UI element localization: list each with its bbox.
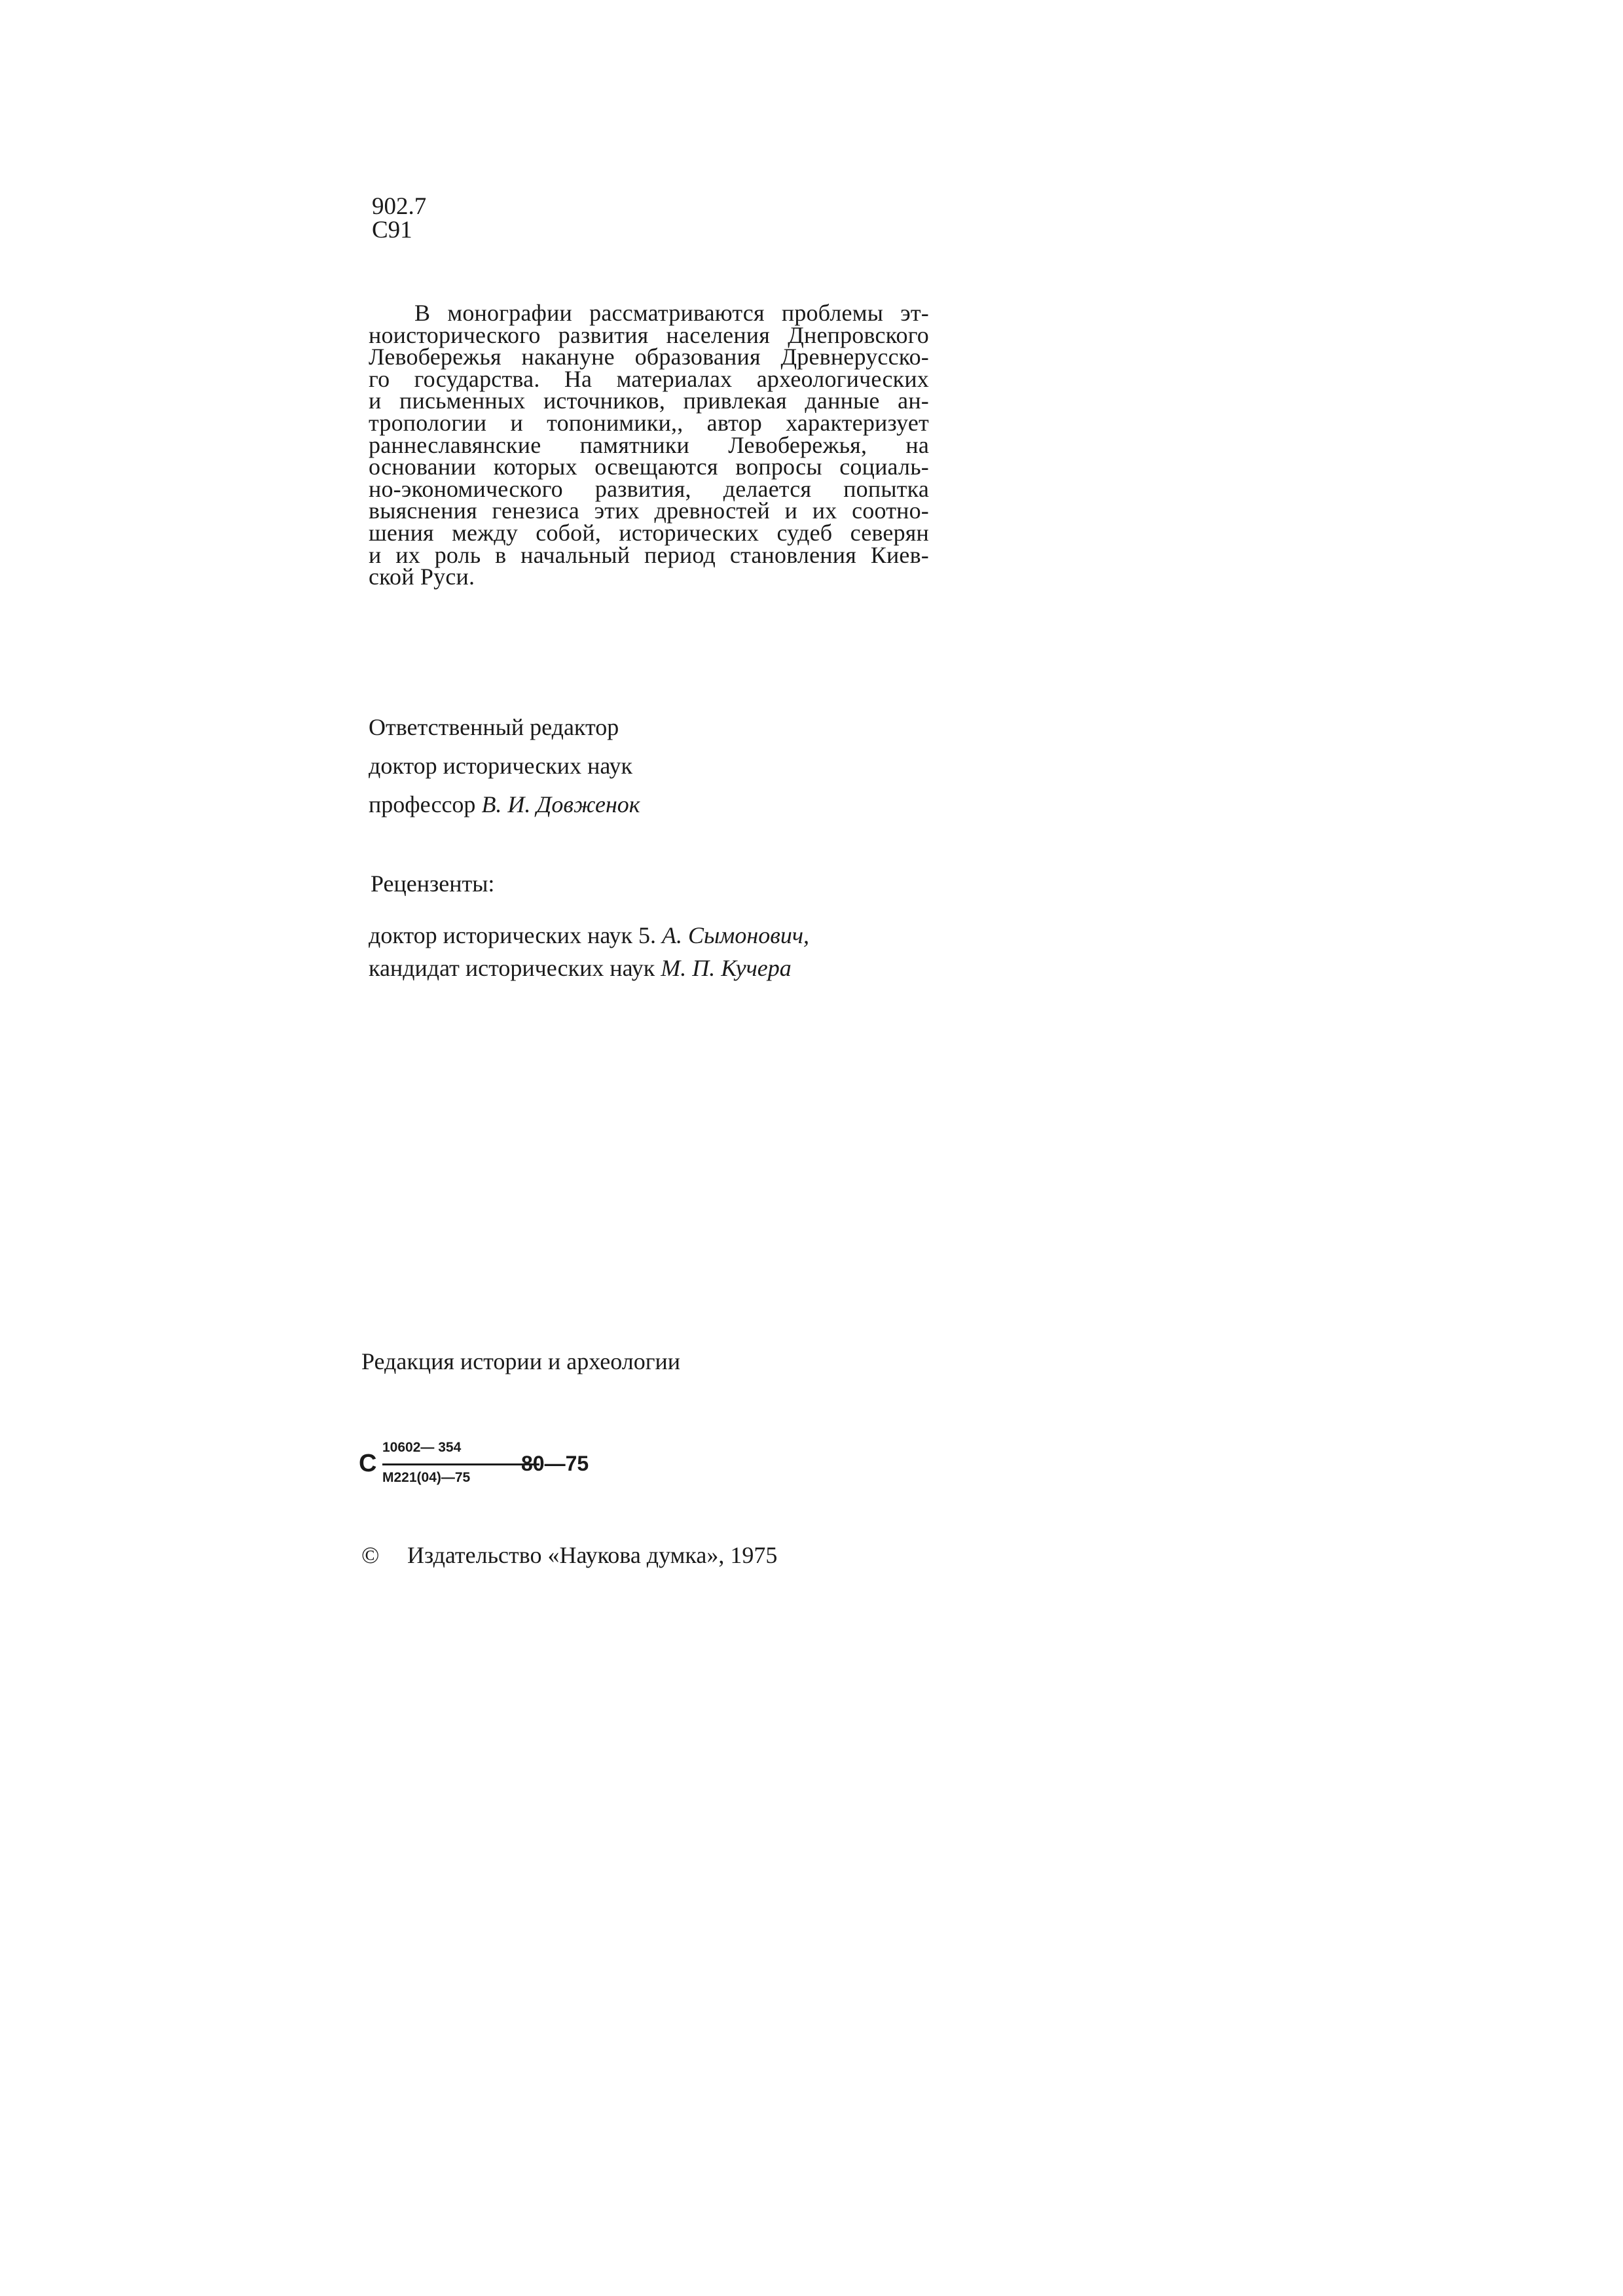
- abstract-line: шения между собой, исторических судеб северян: [369, 519, 929, 546]
- reviewer-item: [369, 919, 809, 952]
- udc-index: С91: [372, 217, 412, 243]
- editor-name: В. И. Довженок: [481, 791, 640, 817]
- reviewers-label: Рецензенты:: [371, 870, 495, 897]
- abstract-line: раннеславянские памятники Левобережья, на: [369, 431, 929, 458]
- abstract-line: и их роль в начальный период становления Киев-: [369, 541, 929, 568]
- reviewer-name: М. П. Кучера: [661, 955, 792, 981]
- abstract-line: но-экономического развития, делается попытка: [369, 475, 929, 502]
- index-letter: С: [359, 1450, 377, 1477]
- udc-code: 902.7: [372, 193, 427, 220]
- copyright-text: Издательство «Наукова думка», 1975: [407, 1542, 778, 1568]
- index-denominator: М221(04)—75: [382, 1470, 471, 1485]
- editor-title: профессор: [369, 791, 476, 817]
- reviewer-name: А. Сымонович,: [661, 922, 810, 948]
- udc-classification: [372, 195, 426, 242]
- editor-degree: доктор исторических наук: [369, 753, 632, 779]
- copyright-symbol: ©: [361, 1542, 380, 1568]
- publication-index-code: [359, 1440, 634, 1492]
- abstract-line: Левобережья накануне образования Древнерусско-: [369, 344, 929, 370]
- reviewer-item: [369, 952, 809, 984]
- responsible-editor: [369, 708, 640, 824]
- abstract-line: го государства. На материалах археологических: [369, 365, 929, 392]
- abstract-line: тропологии и топонимики,, автор характеризует: [369, 409, 929, 436]
- reviewers-list: [369, 919, 809, 984]
- abstract-line: ской Руси.: [369, 564, 475, 590]
- reviewer-degree: доктор исторических наук 5.: [369, 922, 656, 948]
- index-tail: 80—75: [521, 1452, 589, 1475]
- abstract-line: выяснения генезиса этих древностей и их соотно-: [369, 497, 929, 524]
- reviewer-degree: кандидат исторических наук: [369, 955, 655, 981]
- abstract-line: основании которых освещаются вопросы социаль-: [369, 454, 929, 480]
- editor-role: Ответственный редактор: [369, 714, 619, 740]
- editor-line: [369, 785, 640, 824]
- copyright-notice: [361, 1542, 777, 1568]
- abstract-paragraph: [369, 302, 929, 588]
- abstract-line: В монографии рассматриваются проблемы эт-: [414, 300, 929, 326]
- abstract-line: ноисторического развития населения Днепровского: [369, 321, 929, 348]
- editorial-department: Редакция истории и археологии: [361, 1348, 681, 1374]
- index-fraction-bar: [382, 1463, 539, 1465]
- abstract-line: и письменных источников, привлекая данные ан-: [369, 387, 929, 414]
- index-numerator: 10602— 354: [382, 1440, 462, 1455]
